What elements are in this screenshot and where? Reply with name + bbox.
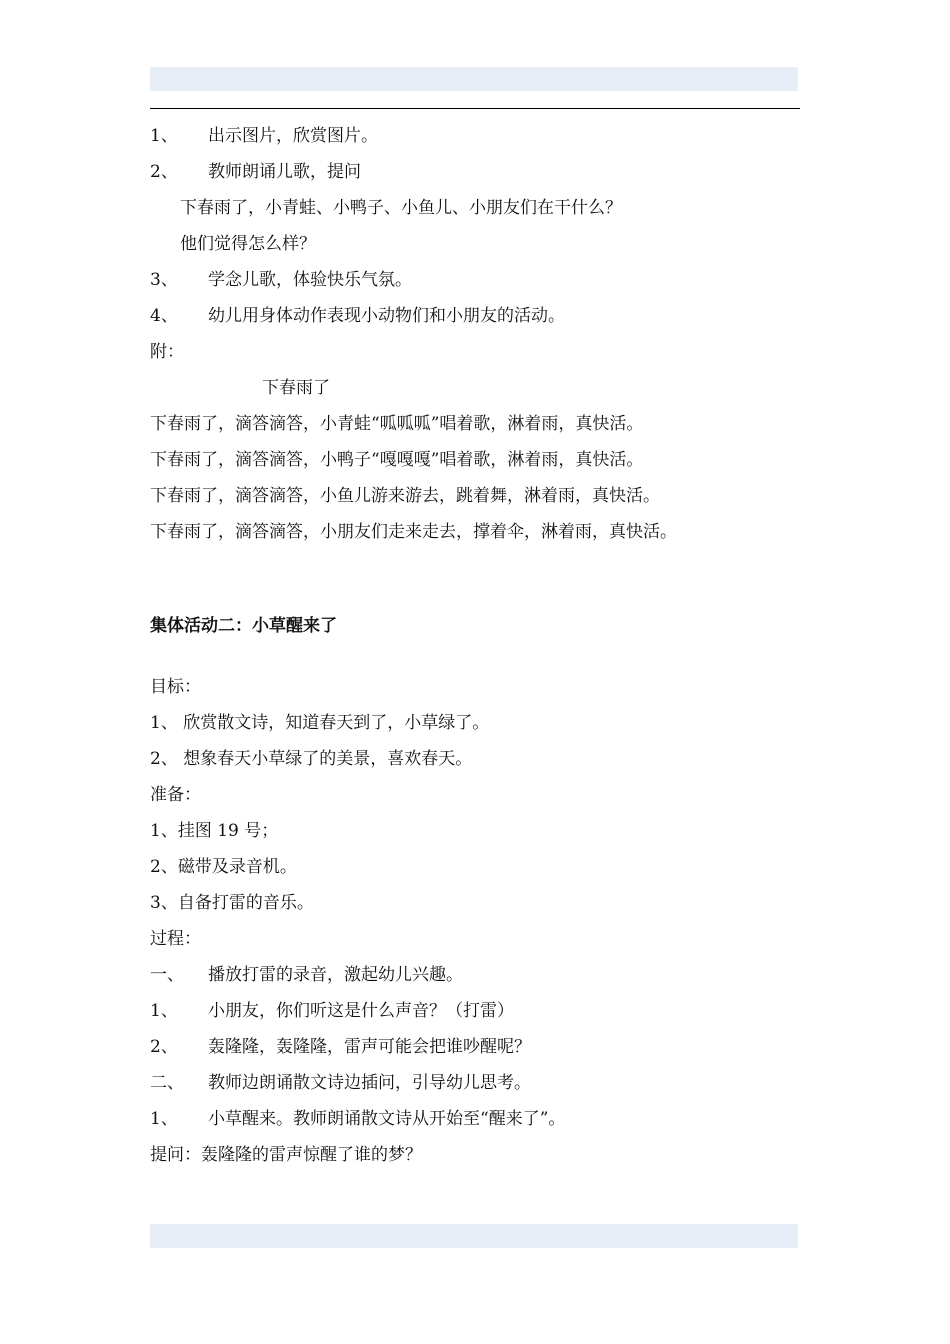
process-number: 二、: [150, 1073, 184, 1093]
process-number: 1、: [150, 1001, 178, 1021]
process-text: 小草醒来。教师朗诵散文诗从开始至“醒来了”。: [208, 1109, 566, 1129]
process-line: [150, 1108, 565, 1130]
process-text: 小朋友，你们听这是什么声音？（打雷）: [208, 1001, 514, 1021]
prep-item: 2、磁带及录音机。: [150, 857, 297, 877]
process-number: 1、: [150, 1109, 178, 1129]
step-line: [150, 125, 378, 147]
process-text: 轰隆隆，轰隆隆，雷声可能会把谁吵醒呢？: [208, 1037, 531, 1057]
section-heading: 集体活动二：小草醒来了: [150, 616, 337, 636]
step-line: [150, 269, 412, 291]
appendix-label: 附：: [150, 342, 184, 362]
goal-item: 1、 欣赏散文诗，知道春天到了，小草绿了。: [150, 713, 490, 733]
step-line: [150, 305, 565, 327]
process-label: 过程：: [150, 929, 201, 949]
prep-item: 1、挂图 19 号；: [150, 821, 279, 841]
prep-item: 3、自备打雷的音乐。: [150, 893, 314, 913]
step-number: 1、: [150, 126, 178, 146]
step-text: 学念儿歌，体验快乐气氛。: [208, 270, 412, 290]
question-text: 下春雨了，小青蛙、小鸭子、小鱼儿、小朋友们在干什么？: [180, 198, 622, 218]
prep-label: 准备：: [150, 785, 201, 805]
page-header-band: [150, 67, 798, 91]
poem-line: 下春雨了，滴答滴答，小鸭子“嘎嘎嘎”唱着歌，淋着雨，真快活。: [150, 450, 644, 470]
process-line: [150, 964, 463, 986]
process-number: 一、: [150, 965, 184, 985]
step-text: 出示图片，欣赏图片。: [208, 126, 378, 146]
process-line: [150, 1072, 531, 1094]
page-footer-band: [150, 1224, 798, 1248]
poem-line: 下春雨了，滴答滴答，小朋友们走来走去，撑着伞，淋着雨，真快活。: [150, 522, 677, 542]
goal-item: 2、 想象春天小草绿了的美景，喜欢春天。: [150, 749, 473, 769]
step-text: 教师朗诵儿歌，提问: [208, 162, 361, 182]
step-line: [150, 161, 361, 183]
process-line: [150, 1036, 531, 1058]
poem-title: 下春雨了: [262, 378, 330, 398]
poem-line: 下春雨了，滴答滴答，小青蛙“呱呱呱”唱着歌，淋着雨，真快活。: [150, 414, 644, 434]
process-line: [150, 1000, 514, 1022]
header-divider: [150, 108, 800, 109]
poem-line: 下春雨了，滴答滴答，小鱼儿游来游去，跳着舞，淋着雨，真快活。: [150, 486, 660, 506]
goals-label: 目标：: [150, 677, 201, 697]
step-text: 幼儿用身体动作表现小动物们和小朋友的活动。: [208, 306, 565, 326]
step-number: 3、: [150, 270, 178, 290]
process-text: 教师边朗诵散文诗边插问，引导幼儿思考。: [208, 1073, 531, 1093]
question-text: 他们觉得怎么样？: [180, 234, 316, 254]
step-number: 2、: [150, 162, 178, 182]
question-text: 提问：轰隆隆的雷声惊醒了谁的梦？: [150, 1145, 422, 1165]
step-number: 4、: [150, 306, 178, 326]
process-text: 播放打雷的录音，激起幼儿兴趣。: [208, 965, 463, 985]
process-number: 2、: [150, 1037, 178, 1057]
